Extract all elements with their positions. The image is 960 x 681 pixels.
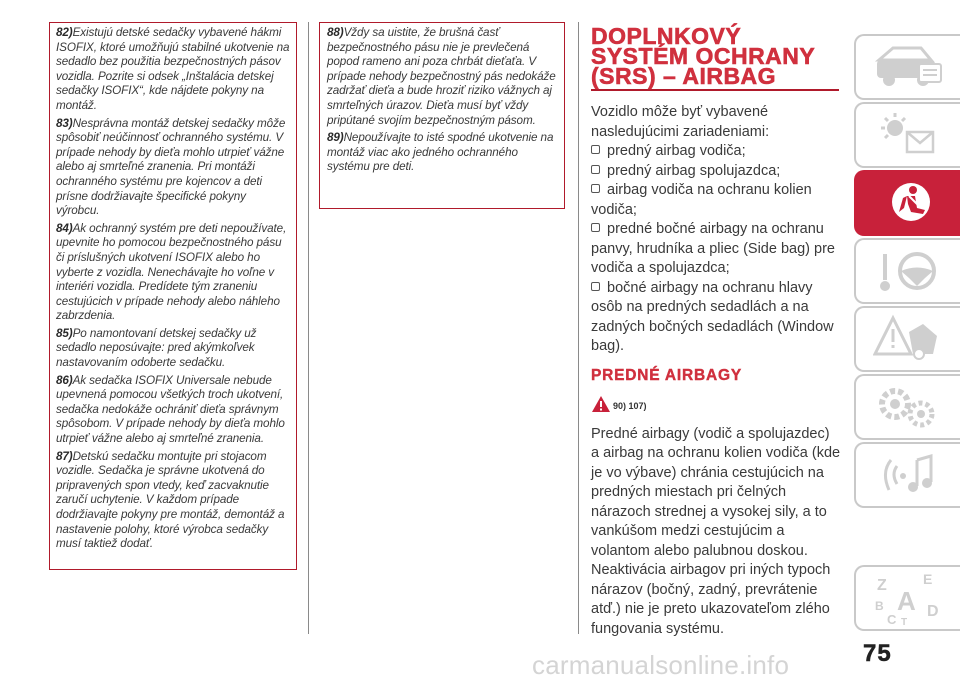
note-83: 83)Nesprávna montáž detskej sedačky môže spôsobiť neúčinnosť ochranného systému. V prípade nehody by dieťa mohlo utrpieť vážne alebo aj smrteľné zranenia. Pri montáži ochranného systému pre kojencov a deti prísne dodržiavajte špecifické pokyny výrobcu.: [56, 116, 286, 218]
maintenance-gears-icon: [873, 382, 943, 432]
note-84: 84)Ak ochranný systém pre deti nepoužívate, upevnite ho pomocou bezpečnostného pásu či príslušných ukotvení ISOFIX alebo ho vyberte z vozidla. Nenechávajte ho voľne v interiéri vozidla. Predídete tým zraneniu cestujúcich v prípade nehody alebo náhleho zabrzdenia.: [56, 221, 287, 323]
tab-multimedia[interactable]: [854, 442, 960, 508]
bullet-item: predný airbag spolujazdca;: [591, 162, 841, 182]
tab-index[interactable]: [854, 565, 960, 631]
column-divider-right: [578, 22, 579, 634]
steering-wheel-icon: [873, 246, 943, 296]
note-88: 88)Vždy sa uistite, že brušná časť bezpečnostného pásu nie je prevlečená popod rameno ani poza chrbát dieťaťa. V prípade nehody bezpečnostný pás nedokáže zadržať dieťa a bude hroziť riziko vážnych aj smrteľných úrazov. Dieťa musí byť vždy pripútané svojím bezpečnostným pásom.: [327, 26, 556, 127]
warning-notes-box-left: [49, 22, 297, 570]
tab-emergency[interactable]: [854, 306, 960, 372]
index-letter-b: B: [875, 599, 884, 613]
warning-lights-icon: [873, 110, 943, 160]
airbag-seat-icon: [873, 178, 943, 228]
index-letter-z: Z: [877, 577, 887, 594]
subheading: PREDNÉ AIRBAGY: [591, 366, 743, 384]
index-letter-d: D: [927, 603, 939, 620]
tab-maintenance[interactable]: [854, 374, 960, 440]
warning-notes-box-middle: [319, 22, 565, 209]
tab-starting-driving[interactable]: [854, 238, 960, 304]
page-number: 75: [863, 640, 892, 667]
column-divider-left: [308, 22, 309, 634]
warning-references: [591, 391, 841, 413]
index-letters-icon: [873, 570, 943, 626]
checkbox-bullet-icon: [591, 223, 600, 232]
note-85: 85)Po namontovaní detskej sedačky už sedadlo neposúvajte: pred akýmkoľvek nastavovaním odoberte sedačku.: [56, 326, 257, 370]
bullet-item: predné bočné airbagy na ochranu panvy, hrudníka a pliec (Side bag) pre vodiča a spolujazdca;: [591, 221, 835, 276]
front-airbag-paragraph: Predné airbagy (vodič a spolujazdec) a airbag na ochranu kolien vodiča (kde je vo výbave) chránia cestujúcich na predných miestach pri čelných nárazoch strednej a vysokej sily, a to vankúšom medzi cestujúcim a volantom alebo palubnou doskou. Neaktivácia airbagov pri iných typoch nárazov (bočný, zadný, prevrátenie atď.) nie je preto ukazovateľom zlého fungovania systému.: [591, 425, 841, 637]
index-letter-e: E: [923, 571, 933, 587]
checkbox-bullet-icon: [591, 282, 600, 291]
airbag-section: [591, 23, 841, 639]
warning-triangle-icon: [591, 395, 611, 413]
bullet-item: bočné airbagy na ochranu hlavy osôb na predných sedadlách a na zadných bočných sedadlách (Window bag).: [591, 279, 834, 354]
index-letter-t: T: [901, 617, 908, 626]
multimedia-icon: [873, 450, 943, 500]
note-87: 87)Detskú sedačku montujte pri stojacom vozidle. Sedačka je správne ukotvená do pripravených spon vtedy, keď zacvaknutie zaručí uchytenie. V každom prípade dodržiavajte pokyny pre montáž, demontáž a nastavenie polohy, ktoré výrobca sedačky musí taktiež dodať.: [56, 449, 285, 551]
bullet-item: airbag vodiča na ochranu kolien vodiča;: [591, 182, 812, 218]
title-underline: [591, 89, 839, 91]
note-86: 86)Ak sedačka ISOFIX Universale nebude upevnená pomocou všetkých troch ukotvení, sedačka nedokáže ochrániť dieťa správnym spôsobom. V prípade nehody by dieťa mohlo utrpieť vážne alebo aj smrteľné zranenia.: [56, 373, 285, 446]
tab-dashboard[interactable]: [854, 34, 960, 100]
warning-triangle-icon: [873, 314, 943, 364]
section-title-line-2: SYSTÉM OCHRANY: [591, 43, 816, 69]
section-title-line-3: (SRS) – AIRBAG: [591, 63, 777, 89]
car-dashboard-icon: [873, 42, 943, 92]
checkbox-bullet-icon: [591, 165, 600, 174]
tab-warning-lights[interactable]: [854, 102, 960, 168]
bullet-item: predný airbag vodiča;: [591, 142, 841, 162]
checkbox-bullet-icon: [591, 184, 600, 193]
index-letter-a: A: [897, 586, 916, 616]
index-letter-c: C: [887, 612, 897, 626]
section-title-line-1: DOPLNKOVÝ: [591, 23, 742, 49]
checkbox-bullet-icon: [591, 145, 600, 154]
note-89: 89)Nepoužívajte to isté spodné ukotvenie na montáž viac ako jedného ochranného systému pre deti.: [327, 131, 554, 174]
reference-numbers: 90) 107): [613, 400, 647, 411]
intro-text: Vozidlo môže byť vybavené nasledujúcimi zariadeniami:: [591, 104, 770, 140]
watermark: carmanualsonline.info: [532, 650, 790, 680]
tab-safety[interactable]: [854, 170, 960, 236]
note-82: 82)Existujú detské sedačky vybavené hákmi ISOFIX, ktoré umožňujú stabilné ukotvenie na sedadlo bez použitia bezpečnostných pásov vozidla. Pozrite si odsek „Inštalácia detskej sedačky ISOFIX“, kde nájdete pokyny na montáž.: [56, 26, 290, 112]
